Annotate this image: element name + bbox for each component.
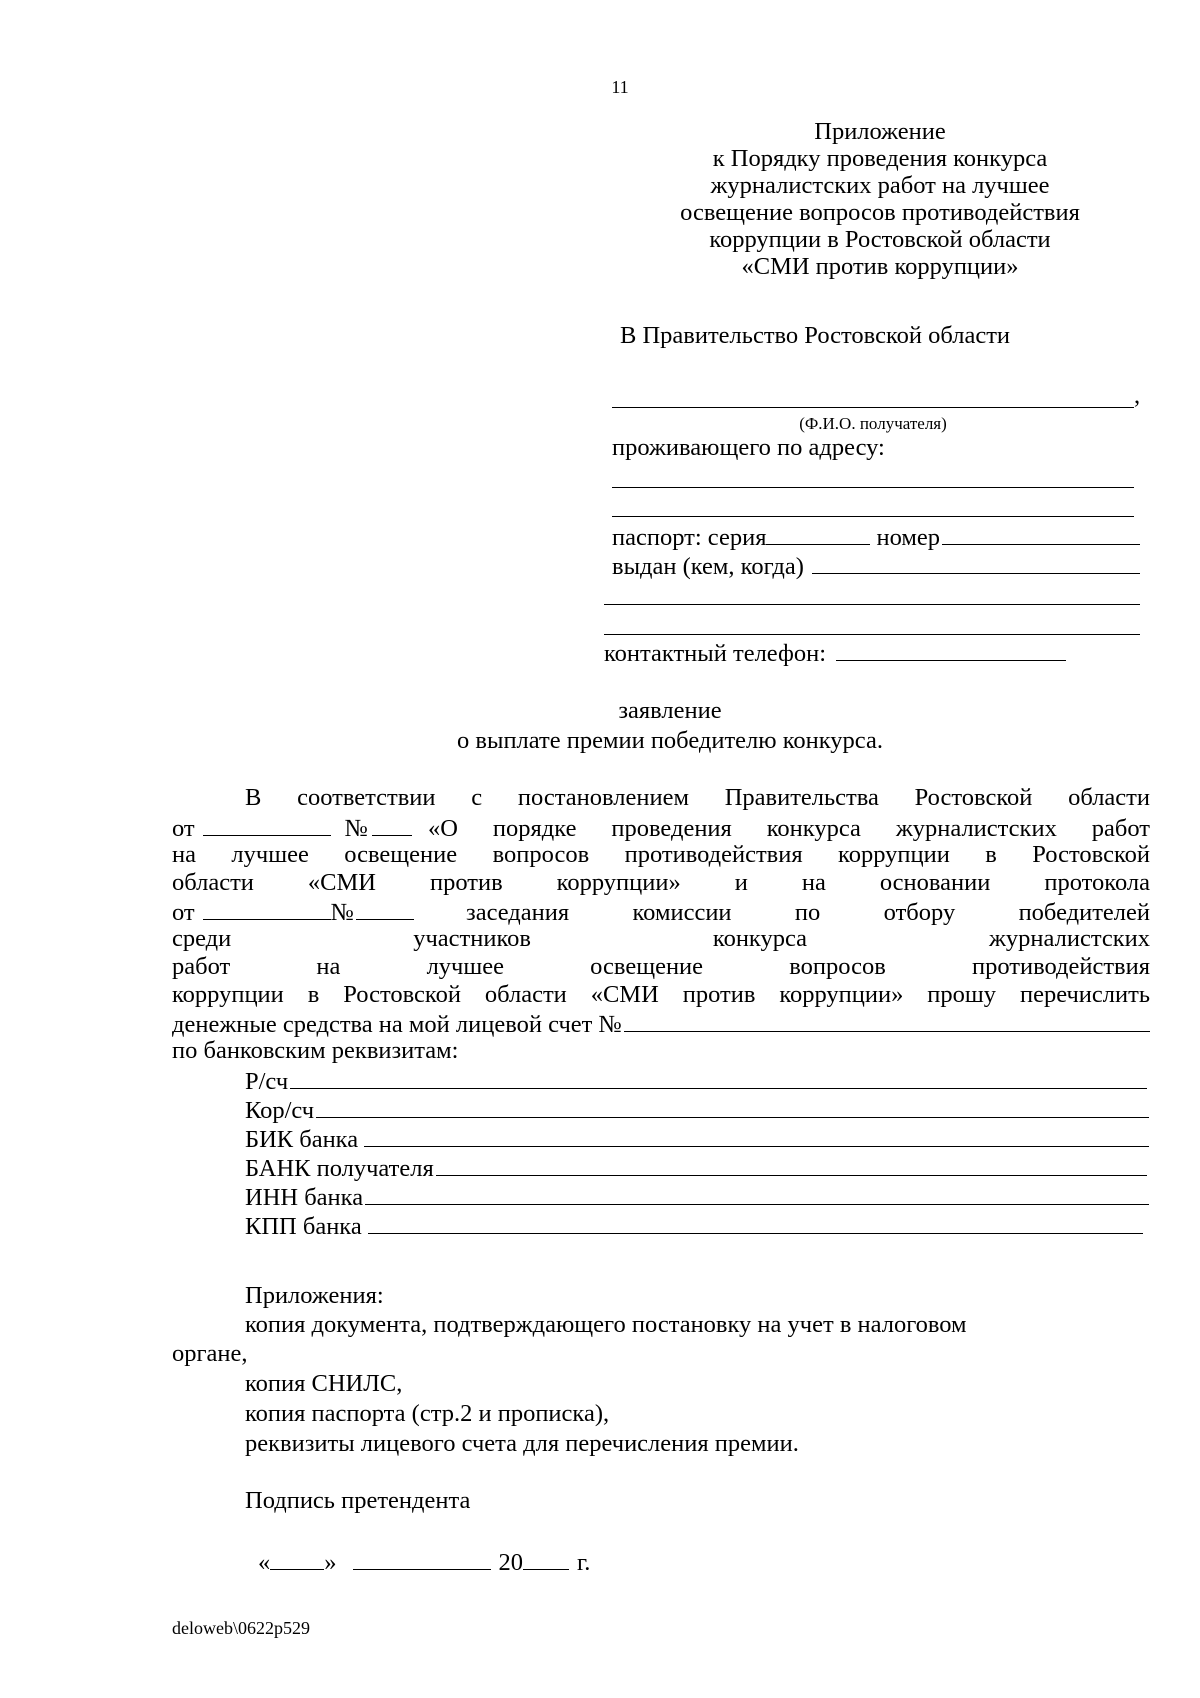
attachments-title: Приложения: (245, 1282, 384, 1309)
body-number-sign: № (330, 899, 355, 926)
passport-number-field[interactable] (942, 522, 1140, 545)
attachment-item: копия документа, подтверждающего постановку на учет в налоговом (245, 1311, 967, 1338)
phone-field[interactable] (836, 638, 1066, 661)
recipient-comma: , (1134, 382, 1141, 409)
phone-label: контактный телефон: (604, 640, 827, 667)
date-year-field[interactable] (523, 1547, 569, 1570)
protocol-number-field[interactable] (356, 897, 414, 920)
appendix-line: коррупции в Ростовской области (709, 226, 1051, 253)
statement-subtitle: о выплате премии победителю конкурса. (457, 727, 883, 754)
bank-field-row (245, 1095, 1149, 1124)
date-day-field[interactable] (270, 1547, 324, 1570)
body-from: от (172, 899, 195, 926)
date-year-prefix: 20 (498, 1549, 523, 1576)
issued-by-field-2[interactable] (604, 604, 1140, 605)
bank-field-row (245, 1153, 1147, 1182)
statement-title: заявление (618, 697, 722, 724)
body-line: среди участников конкурса журналистских (172, 925, 1150, 952)
bank-field-label: Р/сч (245, 1068, 289, 1095)
body-line-2 (172, 813, 1150, 842)
appendix-header (640, 118, 1120, 280)
bank-field-row (245, 1066, 1147, 1095)
body-line: коррупции в Ростовской области «СМИ против коррупции» прошу перечислить (172, 981, 1150, 1008)
protocol-date-field[interactable] (203, 897, 331, 920)
attachment-item-cont: органе, (172, 1340, 248, 1367)
body-line: В соответствии с постановлением Правительства Ростовской области (245, 784, 1150, 811)
body-protocol-text: заседания комиссии по отбору победителей (466, 899, 1150, 926)
body-account-label: денежные средства на мой лицевой счет № (172, 1011, 622, 1038)
bank-field-input[interactable] (316, 1095, 1149, 1118)
phone-row (604, 638, 1066, 667)
issued-by-field[interactable] (812, 551, 1140, 574)
date-row (258, 1547, 590, 1576)
bank-field-label: Кор/сч (245, 1097, 315, 1124)
issued-by-field-3[interactable] (604, 634, 1140, 635)
page-number: 11 (611, 77, 629, 97)
body-resolution-title: «О порядке проведения конкурса журналистских работ (428, 815, 1150, 842)
bank-field-row (245, 1182, 1149, 1211)
attachment-item: реквизиты лицевого счета для перечисления премии. (245, 1430, 799, 1457)
date-close-quote: » (324, 1549, 337, 1576)
appendix-line: журналистских работ на лучшее (710, 172, 1050, 199)
body-line-9 (172, 1009, 1150, 1038)
address-field-1[interactable] (612, 487, 1134, 488)
signature-label: Подпись претендента (245, 1487, 471, 1514)
account-number-field[interactable] (624, 1009, 1150, 1032)
bank-field-input[interactable] (365, 1182, 1149, 1205)
bank-field-label: БИК банка (245, 1126, 359, 1153)
bank-field-label: ИНН банка (245, 1184, 364, 1211)
resolution-number-field[interactable] (372, 813, 412, 836)
issued-row (612, 551, 1140, 580)
bank-field-row (245, 1124, 1149, 1153)
body-line-5 (172, 897, 1150, 926)
addressee: В Правительство Ростовской области (620, 322, 1011, 349)
date-year-suffix: г. (577, 1549, 591, 1576)
bank-field-input[interactable] (290, 1066, 1147, 1089)
bank-field-label: КПП банка (245, 1213, 362, 1240)
recipient-caption: (Ф.И.О. получателя) (799, 414, 947, 433)
resolution-date-field[interactable] (203, 813, 331, 836)
appendix-line: освещение вопросов противодействия (680, 199, 1080, 226)
body-number-sign: № (344, 815, 369, 842)
recipient-name-field[interactable] (612, 407, 1134, 408)
body-from: от (172, 815, 195, 842)
issued-by-label: выдан (кем, когда) (612, 553, 804, 580)
footer-reference: deloweb\0622p529 (172, 1618, 310, 1638)
appendix-line: Приложение (814, 118, 946, 145)
body-line: на лучшее освещение вопросов противодействия коррупции в Ростовской (172, 841, 1150, 868)
residing-label: проживающего по адресу: (612, 434, 885, 461)
passport-number-label: номер (876, 524, 940, 551)
body-line: области «СМИ против коррупции» и на основании протокола (172, 869, 1150, 896)
attachment-item: копия СНИЛС, (245, 1370, 403, 1397)
date-month-field[interactable] (353, 1547, 491, 1570)
passport-series-field[interactable] (766, 522, 870, 545)
bank-field-label: БАНК получателя (245, 1155, 434, 1182)
date-open-quote: « (258, 1549, 271, 1576)
bank-field-input[interactable] (364, 1124, 1149, 1147)
appendix-line: к Порядку проведения конкурса (712, 145, 1048, 172)
passport-row (612, 522, 1140, 551)
bank-field-input[interactable] (436, 1153, 1147, 1176)
bank-field-row (245, 1211, 1143, 1240)
body-line: по банковским реквизитам: (172, 1037, 459, 1064)
body-line: работ на лучшее освещение вопросов противодействия (172, 953, 1150, 980)
bank-field-input[interactable] (368, 1211, 1143, 1234)
passport-series-label: паспорт: серия (612, 524, 767, 551)
attachment-item: копия паспорта (стр.2 и прописка), (245, 1400, 610, 1427)
appendix-line: «СМИ против коррупции» (741, 253, 1019, 280)
address-field-2[interactable] (612, 516, 1134, 517)
